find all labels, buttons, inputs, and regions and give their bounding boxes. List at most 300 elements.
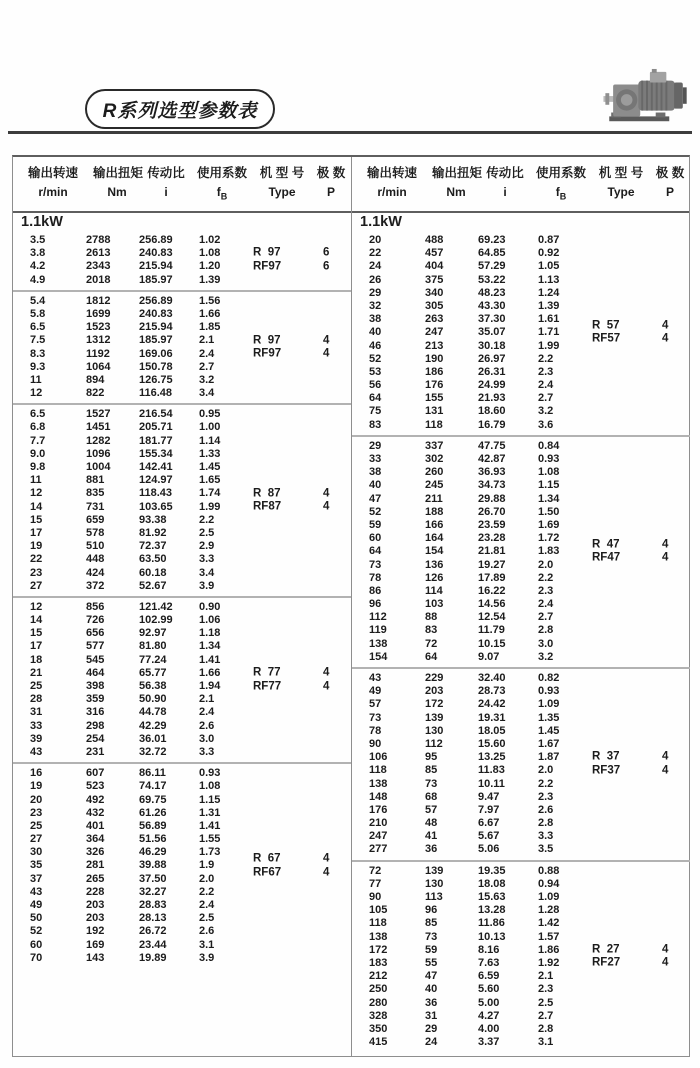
cell-service-factor: 1.94 bbox=[199, 680, 221, 692]
cell-ratio: 5.06 bbox=[478, 843, 500, 856]
table-row bbox=[352, 1010, 690, 1023]
cell-output-speed: 183 bbox=[369, 956, 388, 969]
model-type: RF47 bbox=[592, 551, 621, 564]
table-row bbox=[352, 830, 690, 843]
table-row bbox=[352, 917, 690, 930]
cell-service-factor: 1.08 bbox=[199, 247, 221, 260]
table-row bbox=[352, 611, 690, 624]
table-row bbox=[13, 234, 351, 247]
cell-output-torque: 190 bbox=[425, 352, 444, 365]
cell-output-torque: 656 bbox=[86, 627, 105, 640]
cell-output-torque: 492 bbox=[86, 793, 105, 806]
cell-output-speed: 350 bbox=[369, 1022, 388, 1035]
cell-output-torque: 72 bbox=[425, 637, 438, 650]
cell-ratio: 121.42 bbox=[139, 600, 173, 613]
cell-service-factor: 1.39 bbox=[199, 273, 221, 286]
pole-count: 4 bbox=[323, 487, 330, 500]
table-row bbox=[352, 1036, 690, 1049]
cell-output-torque: 139 bbox=[425, 711, 444, 724]
table-row bbox=[352, 970, 690, 983]
cell-service-factor: 2.3 bbox=[538, 983, 554, 996]
pole-count: 4 bbox=[662, 943, 669, 956]
cell-ratio: 10.13 bbox=[478, 930, 506, 943]
cell-service-factor: 1.99 bbox=[199, 500, 221, 513]
table-row bbox=[352, 651, 690, 664]
cell-ratio: 28.83 bbox=[139, 899, 167, 911]
table-row bbox=[13, 886, 351, 899]
cell-output-speed: 30 bbox=[30, 846, 43, 859]
table-row bbox=[352, 300, 690, 313]
cell-service-factor: 2.1 bbox=[199, 334, 215, 347]
model-type: RF27 bbox=[592, 956, 621, 969]
cell-ratio: 4.27 bbox=[478, 1009, 500, 1022]
cell-output-speed: 49 bbox=[369, 685, 382, 698]
cell-ratio: 19.35 bbox=[478, 864, 506, 877]
pole-count: 4 bbox=[323, 852, 330, 865]
table-row bbox=[352, 519, 690, 532]
cell-output-torque: 1096 bbox=[86, 447, 111, 460]
cell-output-speed: 40 bbox=[369, 479, 382, 492]
cell-ratio: 28.13 bbox=[139, 912, 167, 925]
cell-output-torque: 340 bbox=[425, 286, 444, 299]
header-output-torque: 输出扭矩 Nm bbox=[432, 165, 483, 200]
cell-ratio: 35.07 bbox=[478, 326, 506, 339]
cell-output-speed: 106 bbox=[369, 751, 388, 764]
cell-output-speed: 210 bbox=[369, 817, 388, 830]
cell-output-speed: 5.4 bbox=[30, 294, 46, 307]
cell-output-speed: 4.2 bbox=[30, 260, 46, 273]
table-row bbox=[13, 627, 351, 640]
table-row bbox=[13, 767, 351, 780]
model-type-line bbox=[253, 260, 345, 274]
table-row bbox=[13, 733, 351, 746]
cell-output-speed: 9.3 bbox=[30, 360, 46, 373]
cell-output-torque: 577 bbox=[86, 640, 105, 653]
cell-output-speed: 11 bbox=[30, 474, 42, 487]
page-title-text: R系列选型参数表 bbox=[102, 100, 258, 122]
cell-output-torque: 305 bbox=[425, 299, 444, 312]
cell-output-speed: 119 bbox=[369, 624, 387, 637]
cell-output-speed: 6.8 bbox=[30, 421, 46, 434]
cell-output-torque: 96 bbox=[425, 904, 438, 917]
cell-ratio: 56.89 bbox=[139, 819, 167, 832]
power-rating-label: 1.1kW bbox=[21, 214, 63, 230]
model-type: R 87 bbox=[253, 487, 281, 500]
cell-ratio: 23.28 bbox=[478, 532, 506, 545]
parameter-group bbox=[13, 290, 351, 404]
model-type-line bbox=[592, 538, 684, 552]
cell-output-speed: 73 bbox=[369, 558, 382, 571]
cell-output-speed: 27 bbox=[30, 579, 43, 592]
table-row bbox=[13, 720, 351, 733]
cell-output-speed: 118 bbox=[369, 917, 387, 930]
cell-ratio: 44.78 bbox=[139, 706, 167, 719]
cell-service-factor: 3.0 bbox=[199, 732, 215, 745]
cell-ratio: 47.75 bbox=[478, 439, 506, 452]
cell-output-torque: 118 bbox=[425, 418, 443, 431]
cell-output-speed: 24 bbox=[369, 260, 382, 273]
parameter-group bbox=[352, 667, 690, 860]
cell-output-speed: 78 bbox=[369, 724, 382, 737]
pole-count: 4 bbox=[662, 551, 669, 564]
cell-ratio: 240.83 bbox=[139, 307, 173, 320]
cell-output-torque: 143 bbox=[86, 951, 105, 964]
cell-output-speed: 6.5 bbox=[30, 321, 46, 334]
cell-service-factor: 1.33 bbox=[199, 447, 221, 460]
cell-output-torque: 2343 bbox=[86, 260, 111, 273]
cell-service-factor: 2.2 bbox=[538, 352, 554, 365]
cell-output-torque: 263 bbox=[425, 313, 444, 326]
cell-output-speed: 49 bbox=[30, 899, 43, 911]
cell-ratio: 42.29 bbox=[139, 719, 167, 732]
table-row bbox=[352, 804, 690, 817]
model-type-line bbox=[253, 853, 345, 867]
cell-output-torque: 488 bbox=[425, 234, 444, 246]
cell-ratio: 21.81 bbox=[478, 545, 506, 558]
cell-output-speed: 72 bbox=[369, 864, 382, 877]
pole-count: 4 bbox=[662, 764, 669, 777]
model-type-line bbox=[253, 667, 345, 681]
cell-output-speed: 11 bbox=[30, 373, 42, 386]
cell-service-factor: 2.3 bbox=[538, 790, 554, 803]
cell-output-torque: 1523 bbox=[86, 321, 111, 334]
model-type-line bbox=[592, 552, 684, 566]
pole-count: 4 bbox=[662, 332, 669, 345]
cell-service-factor: 1.09 bbox=[538, 698, 560, 711]
model-type-line bbox=[253, 680, 345, 694]
cell-ratio: 216.54 bbox=[139, 408, 173, 421]
cell-service-factor: 1.28 bbox=[538, 904, 560, 917]
cell-ratio: 5.67 bbox=[478, 830, 500, 843]
cell-output-speed: 86 bbox=[369, 584, 382, 597]
cell-ratio: 116.48 bbox=[139, 387, 173, 400]
cell-ratio: 5.60 bbox=[478, 983, 500, 996]
cell-output-speed: 280 bbox=[369, 996, 388, 1009]
cell-output-speed: 23 bbox=[30, 566, 43, 579]
cell-output-torque: 64 bbox=[425, 650, 438, 663]
cell-ratio: 24.42 bbox=[478, 698, 506, 711]
cell-service-factor: 1.85 bbox=[199, 321, 221, 334]
cell-output-speed: 25 bbox=[30, 819, 43, 832]
cell-service-factor: 3.9 bbox=[199, 579, 215, 592]
cell-service-factor: 3.4 bbox=[199, 387, 215, 400]
cell-service-factor: 0.93 bbox=[538, 453, 560, 465]
cell-ratio: 215.94 bbox=[139, 260, 173, 273]
cell-output-torque: 213 bbox=[425, 339, 444, 352]
cell-service-factor: 1.72 bbox=[538, 532, 560, 545]
cell-output-torque: 192 bbox=[86, 925, 105, 938]
model-type-line bbox=[253, 501, 345, 515]
cell-output-torque: 432 bbox=[86, 806, 105, 819]
cell-service-factor: 1.35 bbox=[538, 711, 560, 724]
cell-service-factor: 2.8 bbox=[538, 1022, 554, 1035]
table-row bbox=[13, 820, 351, 833]
cell-output-torque: 55 bbox=[425, 956, 438, 969]
cell-output-torque: 73 bbox=[425, 930, 438, 943]
cell-output-speed: 3.8 bbox=[30, 247, 46, 260]
table-row bbox=[352, 685, 690, 698]
header-service-factor: 使用系数 $f_B$ bbox=[196, 165, 247, 202]
cell-ratio: 5.00 bbox=[478, 996, 500, 1009]
cell-ratio: 60.18 bbox=[139, 566, 167, 579]
cell-service-factor: 0.82 bbox=[538, 672, 560, 684]
cell-ratio: 150.78 bbox=[139, 360, 173, 373]
cell-output-speed: 112 bbox=[369, 611, 387, 624]
cell-output-speed: 28 bbox=[30, 693, 43, 706]
cell-service-factor: 1.67 bbox=[538, 737, 560, 750]
cell-service-factor: 1.74 bbox=[199, 487, 221, 500]
cell-ratio: 26.97 bbox=[478, 352, 506, 365]
cell-service-factor: 3.0 bbox=[538, 637, 554, 650]
table-row bbox=[352, 791, 690, 804]
cell-ratio: 10.15 bbox=[478, 637, 506, 650]
cell-output-speed: 6.5 bbox=[30, 408, 46, 421]
table-row bbox=[352, 698, 690, 711]
cell-output-torque: 172 bbox=[425, 698, 444, 711]
model-type-line bbox=[592, 751, 684, 765]
cell-output-torque: 404 bbox=[425, 260, 444, 273]
page-title bbox=[85, 89, 275, 129]
parameter-group bbox=[13, 762, 351, 968]
table-row bbox=[13, 899, 351, 912]
table-header-left bbox=[13, 157, 351, 211]
cell-service-factor: 2.4 bbox=[538, 379, 554, 392]
table-row bbox=[352, 904, 690, 917]
cell-output-torque: 1004 bbox=[86, 461, 111, 473]
table-row bbox=[352, 738, 690, 751]
cell-output-torque: 1451 bbox=[86, 421, 111, 434]
cell-ratio: 102.99 bbox=[139, 614, 173, 627]
cell-ratio: 23.44 bbox=[139, 938, 167, 951]
cell-output-torque: 31 bbox=[425, 1009, 438, 1022]
cell-output-torque: 59 bbox=[425, 943, 438, 956]
cell-ratio: 64.85 bbox=[478, 247, 506, 260]
cell-service-factor: 2.1 bbox=[199, 693, 215, 706]
model-type-line bbox=[592, 943, 684, 957]
table-row bbox=[13, 952, 351, 965]
cell-ratio: 13.28 bbox=[478, 904, 506, 917]
cell-ratio: 7.97 bbox=[478, 803, 500, 816]
table-row bbox=[13, 833, 351, 846]
model-type: RF87 bbox=[253, 500, 282, 513]
cell-service-factor: 1.34 bbox=[538, 492, 560, 505]
cell-output-speed: 17 bbox=[30, 526, 43, 539]
cell-ratio: 56.38 bbox=[139, 680, 167, 692]
cell-service-factor: 2.1 bbox=[538, 970, 554, 983]
cell-output-torque: 1282 bbox=[86, 434, 111, 447]
cell-service-factor: 1.69 bbox=[538, 518, 560, 531]
cell-output-torque: 40 bbox=[425, 983, 438, 996]
cell-ratio: 24.99 bbox=[478, 379, 506, 392]
cell-output-torque: 29 bbox=[425, 1022, 438, 1035]
cell-output-torque: 155 bbox=[425, 392, 444, 405]
cell-output-speed: 38 bbox=[369, 313, 382, 326]
pole-count: 4 bbox=[323, 347, 330, 360]
cell-ratio: 6.67 bbox=[478, 817, 500, 830]
model-type-line bbox=[592, 957, 684, 971]
gearmotor-photo bbox=[603, 68, 691, 128]
cell-output-speed: 26 bbox=[369, 273, 382, 286]
cell-output-speed: 32 bbox=[369, 299, 382, 312]
cell-service-factor: 1.61 bbox=[538, 313, 560, 326]
table-row bbox=[13, 614, 351, 627]
cell-output-torque: 457 bbox=[425, 247, 444, 260]
cell-output-speed: 83 bbox=[369, 418, 382, 431]
cell-output-torque: 83 bbox=[425, 624, 438, 637]
cell-service-factor: 2.2 bbox=[538, 777, 554, 790]
cell-output-torque: 316 bbox=[86, 706, 105, 719]
table-row bbox=[352, 865, 690, 878]
table-row bbox=[352, 1023, 690, 1036]
cell-ratio: 126.75 bbox=[139, 373, 173, 386]
table-row bbox=[352, 638, 690, 651]
table-row bbox=[352, 598, 690, 611]
cell-service-factor: 0.95 bbox=[199, 408, 221, 421]
cell-service-factor: 1.71 bbox=[538, 326, 560, 339]
cell-output-speed: 21 bbox=[30, 666, 43, 679]
cell-output-torque: 1812 bbox=[86, 294, 111, 307]
cell-service-factor: 1.39 bbox=[538, 299, 560, 312]
model-type: R 27 bbox=[592, 943, 620, 956]
model-type: R 37 bbox=[592, 750, 620, 763]
cell-ratio: 30.18 bbox=[478, 339, 506, 352]
table-row bbox=[352, 260, 690, 273]
pole-count: 6 bbox=[323, 246, 330, 259]
cell-service-factor: 1.08 bbox=[538, 466, 560, 479]
cell-ratio: 92.97 bbox=[139, 627, 167, 640]
cell-ratio: 26.70 bbox=[478, 505, 506, 518]
cell-ratio: 7.63 bbox=[478, 956, 500, 969]
cell-ratio: 12.54 bbox=[478, 611, 506, 624]
cell-ratio: 9.07 bbox=[478, 650, 500, 663]
cell-output-speed: 90 bbox=[369, 891, 382, 903]
model-type: R 47 bbox=[592, 538, 620, 551]
cell-output-torque: 578 bbox=[86, 526, 105, 539]
cell-ratio: 10.11 bbox=[478, 777, 505, 790]
table-row bbox=[352, 983, 690, 996]
table-row bbox=[352, 274, 690, 287]
cell-ratio: 17.89 bbox=[478, 571, 506, 584]
table-row bbox=[13, 540, 351, 553]
cell-output-torque: 211 bbox=[425, 492, 443, 505]
cell-output-speed: 70 bbox=[30, 951, 43, 964]
cell-service-factor: 3.2 bbox=[199, 373, 215, 386]
cell-output-speed: 43 bbox=[369, 672, 382, 684]
cell-service-factor: 1.08 bbox=[199, 780, 221, 793]
cell-service-factor: 1.34 bbox=[199, 640, 221, 653]
cell-ratio: 16.79 bbox=[478, 418, 506, 431]
cell-output-speed: 38 bbox=[369, 466, 382, 479]
table-row bbox=[352, 379, 690, 392]
model-type-line bbox=[253, 348, 345, 362]
cell-service-factor: 2.5 bbox=[199, 526, 215, 539]
cell-output-speed: 96 bbox=[369, 598, 382, 611]
cell-output-speed: 52 bbox=[369, 352, 382, 365]
cell-ratio: 74.17 bbox=[139, 780, 167, 793]
table-row bbox=[13, 374, 351, 387]
cell-service-factor: 1.66 bbox=[199, 666, 221, 679]
table-row bbox=[13, 461, 351, 474]
cell-output-speed: 250 bbox=[369, 983, 388, 996]
cell-output-speed: 176 bbox=[369, 803, 388, 816]
header-output-torque: 输出扭矩 Nm bbox=[93, 165, 144, 200]
cell-ratio: 185.97 bbox=[139, 273, 173, 286]
cell-output-speed: 27 bbox=[30, 833, 43, 846]
cell-output-torque: 36 bbox=[425, 843, 438, 856]
cell-output-torque: 607 bbox=[86, 767, 105, 780]
cell-output-speed: 118 bbox=[369, 764, 387, 777]
cell-service-factor: 0.88 bbox=[538, 864, 560, 877]
cell-output-speed: 212 bbox=[369, 970, 388, 983]
cell-ratio: 169.06 bbox=[139, 347, 173, 360]
cell-service-factor: 2.4 bbox=[199, 706, 215, 719]
model-type: RF77 bbox=[253, 680, 282, 692]
cell-service-factor: 2.4 bbox=[199, 899, 215, 911]
cell-service-factor: 3.3 bbox=[199, 745, 215, 758]
cell-ratio: 18.08 bbox=[478, 877, 506, 890]
cell-output-torque: 85 bbox=[425, 917, 438, 930]
header-model-type: 机 型 号 Type bbox=[598, 165, 644, 200]
table-row bbox=[352, 712, 690, 725]
cell-service-factor: 3.5 bbox=[538, 843, 554, 856]
table-row bbox=[352, 493, 690, 506]
cell-service-factor: 2.2 bbox=[199, 513, 215, 526]
cell-output-torque: 375 bbox=[425, 273, 444, 286]
cell-output-speed: 43 bbox=[30, 745, 43, 758]
cell-service-factor: 1.99 bbox=[538, 339, 560, 352]
table-row bbox=[13, 706, 351, 719]
header-model-type: 机 型 号 Type bbox=[259, 165, 305, 200]
cell-output-torque: 176 bbox=[425, 379, 444, 392]
table-row bbox=[352, 672, 690, 685]
cell-output-speed: 40 bbox=[369, 326, 382, 339]
cell-output-torque: 448 bbox=[86, 553, 105, 566]
cell-output-speed: 31 bbox=[30, 706, 43, 719]
cell-output-torque: 166 bbox=[425, 518, 444, 531]
table-row bbox=[13, 553, 351, 566]
model-type-block bbox=[253, 853, 345, 880]
cell-ratio: 23.59 bbox=[478, 518, 506, 531]
cell-service-factor: 1.65 bbox=[199, 474, 221, 487]
cell-output-speed: 7.7 bbox=[30, 434, 46, 447]
cell-output-torque: 126 bbox=[425, 571, 444, 584]
cell-ratio: 57.29 bbox=[478, 260, 506, 273]
table-row bbox=[13, 474, 351, 487]
cell-output-torque: 364 bbox=[86, 833, 105, 846]
pole-count: 4 bbox=[323, 680, 330, 692]
cell-service-factor: 3.2 bbox=[538, 405, 554, 418]
cell-output-torque: 130 bbox=[425, 724, 444, 737]
model-type-line bbox=[592, 319, 684, 333]
table-row bbox=[13, 580, 351, 593]
table-row bbox=[13, 912, 351, 925]
table-row bbox=[13, 435, 351, 448]
table-row bbox=[352, 997, 690, 1010]
cell-output-speed: 14 bbox=[30, 500, 43, 513]
cell-ratio: 39.88 bbox=[139, 859, 167, 872]
cell-service-factor: 2.7 bbox=[538, 392, 554, 405]
cell-service-factor: 0.84 bbox=[538, 439, 560, 452]
cell-output-speed: 138 bbox=[369, 637, 388, 650]
header-poles: 极 数 P bbox=[655, 165, 685, 200]
cell-ratio: 11.86 bbox=[478, 917, 505, 930]
cell-ratio: 19.27 bbox=[478, 558, 506, 571]
cell-output-speed: 9.0 bbox=[30, 447, 46, 460]
cell-service-factor: 3.3 bbox=[538, 830, 554, 843]
cell-output-speed: 138 bbox=[369, 930, 388, 943]
pole-count: 4 bbox=[662, 319, 669, 332]
cell-ratio: 93.38 bbox=[139, 513, 167, 526]
